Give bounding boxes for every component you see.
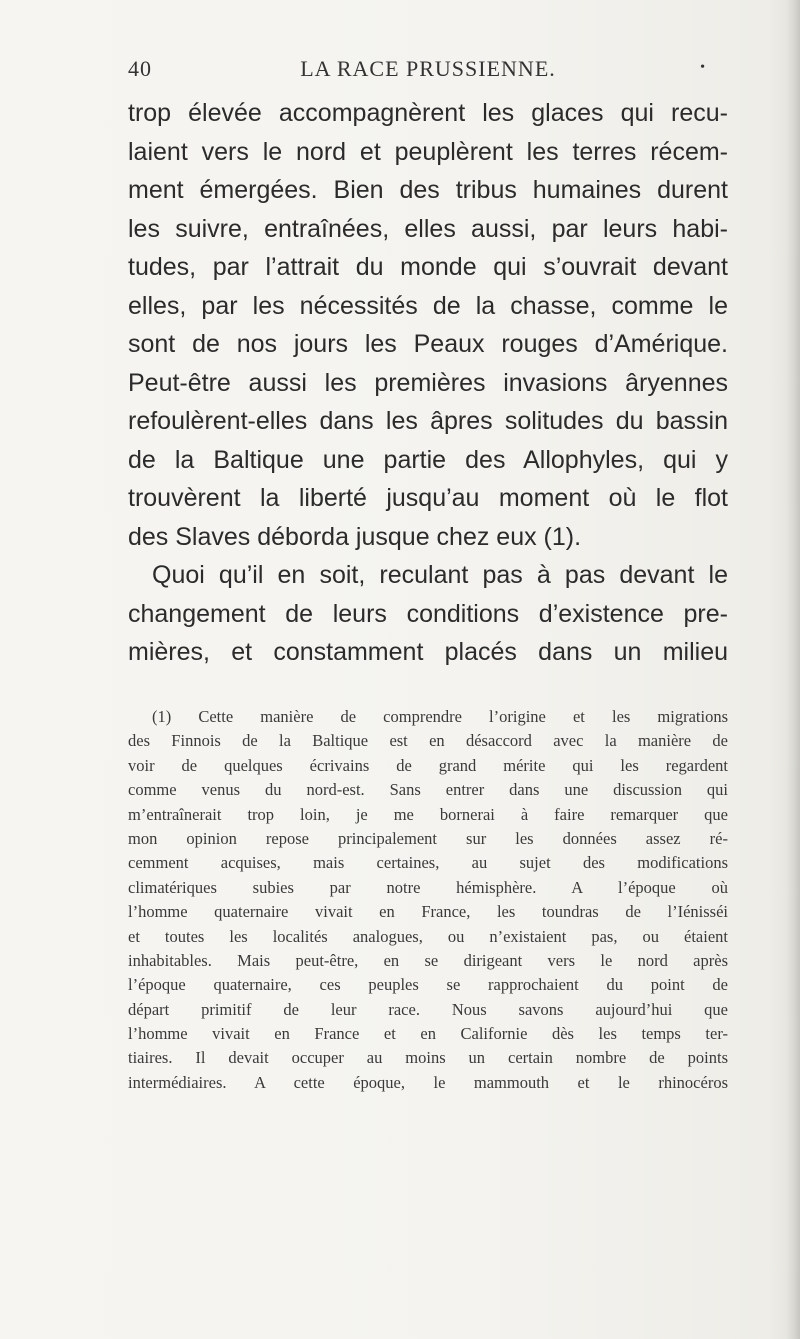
footnote-line: comme venus du nord-est. Sans entrer dans une discussion qui: [128, 780, 728, 800]
footnote-line: (1) Cette manière de comprendre l’origine et les migrations: [152, 707, 728, 726]
footnote-line: l’homme vivait en France et en Californie dès les temps ter-: [128, 1024, 728, 1044]
text-line: tudes, par l’attrait du monde qui s’ouvrait devant: [128, 253, 728, 281]
text-line: trop élevée accompagnèrent les glaces qui recu-: [128, 99, 728, 127]
text-line: changement de leurs conditions d’existence pre-: [128, 599, 728, 628]
text-line: de la Baltique une partie des Allophyles, qui y: [128, 445, 728, 474]
page-number: 40: [128, 56, 152, 81]
text-line: ment émergées. Bien des tribus humaines durent: [128, 176, 728, 204]
text-line: trouvèrent la liberté jusqu’au moment où le flot: [128, 484, 728, 512]
footnote-line: cemment acquises, mais certaines, au sujet des modifications: [128, 853, 728, 873]
text-line: laient vers le nord et peuplèrent les terres récem-: [128, 137, 728, 166]
page-header: [128, 56, 728, 96]
footnote-line: tiaires. Il devait occuper au moins un certain nombre de points: [128, 1048, 728, 1068]
footnote-line: climatériques subies par notre hémisphère. A l’époque où: [128, 877, 728, 897]
text-line: les suivre, entraînées, elles aussi, par leurs habi-: [128, 214, 728, 243]
footnote-line: départ primitif de leur race. Nous savons aujourd’hui que: [128, 999, 728, 1019]
page-edge-shadow: [786, 0, 800, 1339]
text-line: sont de nos jours les Peaux rouges d’Amérique.: [128, 330, 728, 358]
footnote: [128, 705, 728, 1095]
text-line-paragraph-end: des Slaves déborda jusque chez eux (1).: [128, 522, 582, 551]
footnote-line: inhabitables. Mais peut-être, en se dirigeant vers le nord après: [128, 950, 728, 970]
text-line: refoulèrent-elles dans les âpres solitudes du bassin: [128, 407, 728, 435]
footnote-line: voir de quelques écrivains de grand mérite qui les regardent: [128, 755, 728, 775]
footnote-line: et toutes les localités analogues, ou n’existaient pas, ou étaient: [128, 926, 728, 946]
footnote-line: m’entraînerait trop loin, je me bornerai à faire remarquer que: [128, 804, 728, 824]
footnote-line: l’homme quaternaire vivait en France, les toundras de l’Iénisséi: [128, 902, 728, 922]
footnote-line: des Finnois de la Baltique est en désaccord avec la manière de: [128, 731, 728, 751]
text-line: Peut-être aussi les premières invasions âryennes: [128, 368, 728, 397]
footnote-line: intermédiaires. A cette époque, le mammouth et le rhinocéros: [128, 1072, 728, 1092]
running-title: LA RACE PRUSSIENNE.: [300, 56, 556, 81]
text-line: mières, et constamment placés dans un milieu: [128, 638, 728, 666]
text-line-paragraph-start: Quoi qu’il en soit, reculant pas à pas devant le: [152, 561, 728, 589]
footnote-line: l’époque quaternaire, ces peuples se rapprochaient du point de: [128, 975, 728, 995]
text-line: elles, par les nécessités de la chasse, comme le: [128, 291, 728, 320]
footnote-line: mon opinion repose principalement sur les données assez ré-: [128, 828, 728, 848]
header-mark: •: [700, 60, 706, 75]
main-text: [128, 94, 728, 672]
